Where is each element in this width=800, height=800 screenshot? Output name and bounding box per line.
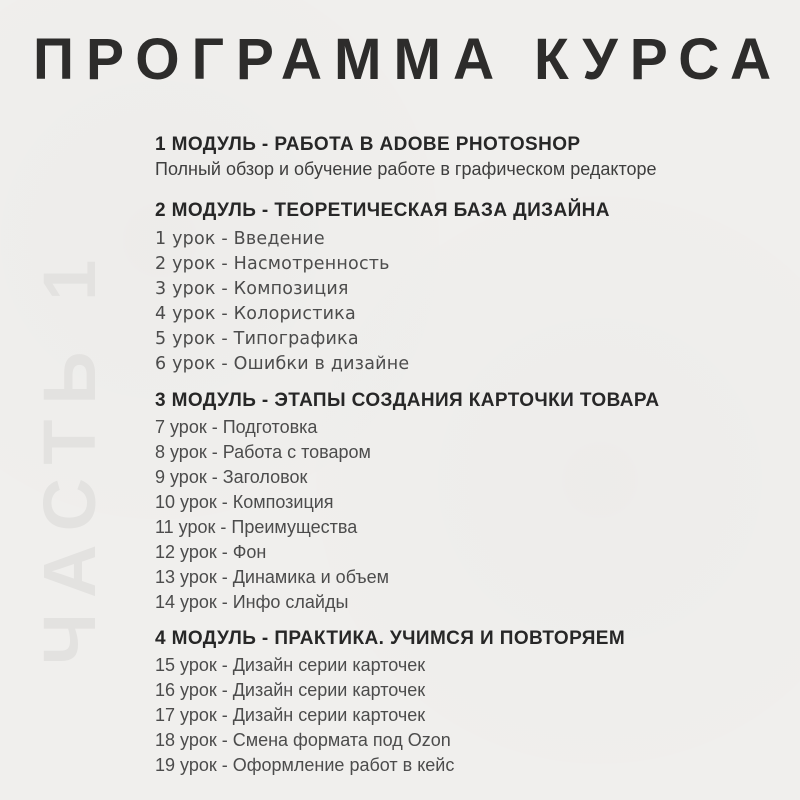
module-1-heading: 1 МОДУЛЬ - РАБОТА В ADOBE PHOTOSHOP — [155, 134, 581, 155]
lesson-item: 6 урок - Ошибки в дизайне — [155, 354, 410, 374]
lesson-item: 12 урок - Фон — [155, 542, 267, 562]
module-4-heading: 4 МОДУЛЬ - ПРАКТИКА. УЧИМСЯ И ПОВТОРЯЕМ — [155, 628, 626, 649]
lesson-item: 2 урок - Насмотренность — [155, 254, 390, 274]
lesson-item: 11 урок - Преимущества — [155, 517, 358, 537]
lesson-item: 14 урок - Инфо слайды — [155, 592, 349, 612]
lesson-item: 8 урок - Работа с товаром — [155, 442, 371, 462]
lesson-item: 15 урок - Дизайн серии карточек — [155, 655, 426, 675]
lesson-item: 18 урок - Смена формата под Ozon — [155, 730, 451, 750]
module-2-lessons — [155, 227, 785, 377]
part-watermark: ЧАСТЬ 1 — [28, 244, 111, 665]
lesson-item: 9 урок - Заголовок — [155, 467, 308, 487]
module-2-heading: 2 МОДУЛЬ - ТЕОРЕТИЧЕСКАЯ БАЗА ДИЗАЙНА — [155, 200, 610, 221]
module-section-3 — [155, 389, 785, 615]
module-section-2 — [155, 199, 785, 377]
lesson-item: 5 урок - Типографика — [155, 329, 359, 349]
lesson-item: 1 урок - Введение — [155, 229, 325, 249]
module-section-4 — [155, 627, 785, 778]
lesson-item: 4 урок - Колористика — [155, 304, 356, 324]
lesson-item: 19 урок - Оформление работ в кейс — [155, 755, 455, 775]
lesson-item: 13 урок - Динамика и объем — [155, 567, 390, 587]
lesson-item: 10 урок - Композиция — [155, 492, 334, 512]
module-4-lessons — [155, 653, 785, 778]
program-content — [155, 125, 785, 778]
page-title: ПРОГРАММА КУРСА — [33, 26, 784, 93]
lesson-item: 3 урок - Композиция — [155, 279, 349, 299]
module-3-heading: 3 МОДУЛЬ - ЭТАПЫ СОЗДАНИЯ КАРТОЧКИ ТОВАРА — [155, 390, 660, 411]
lesson-item: 17 урок - Дизайн серии карточек — [155, 705, 426, 725]
module-1-subtitle: Полный обзор и обучение работе в графическом редакторе — [155, 159, 657, 179]
module-3-lessons — [155, 415, 785, 615]
lesson-item: 7 урок - Подготовка — [155, 417, 318, 437]
lesson-item: 16 урок - Дизайн серии карточек — [155, 680, 426, 700]
module-section-1 — [155, 133, 785, 181]
